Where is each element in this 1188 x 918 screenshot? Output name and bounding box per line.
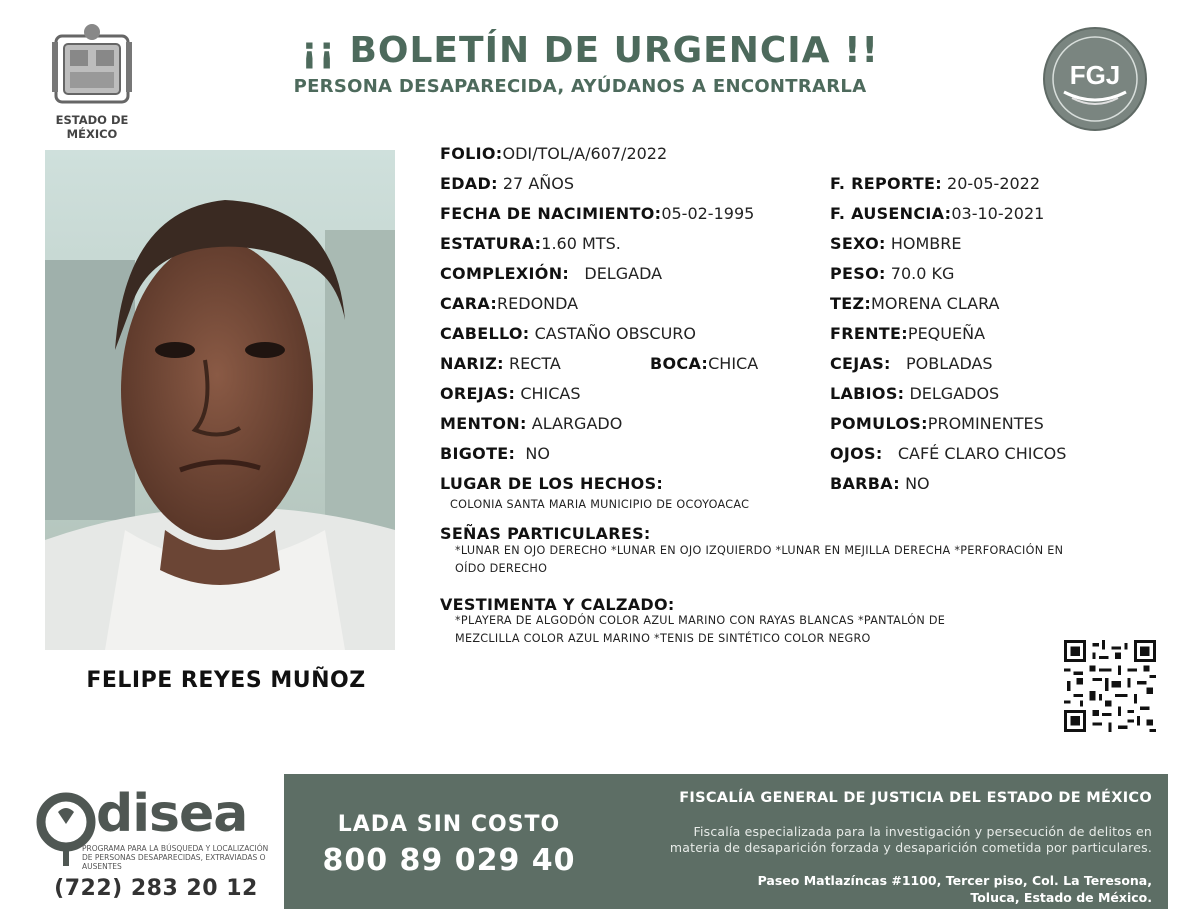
barba-label: BARBA: [830, 474, 900, 493]
cejas-field [830, 354, 993, 373]
labios-label: LABIOS: [830, 384, 905, 403]
lada-sin-costo-label: LADA SIN COSTO [337, 812, 561, 837]
tez-label: TEZ: [830, 294, 872, 313]
estatura-field [440, 234, 621, 253]
nariz-label: NARIZ: [440, 354, 504, 373]
nacimiento-label: FECHA DE NACIMIENTO: [440, 204, 662, 223]
frente-label: FRENTE: [830, 324, 908, 343]
lugar-label: LUGAR DE LOS HECHOS: [440, 474, 664, 493]
bigote-field [440, 444, 550, 463]
orejas-label: OREJAS: [440, 384, 516, 403]
estatura-value: 1.60 MTS. [541, 234, 621, 253]
cejas-value: POBLADAS [906, 354, 993, 373]
odisea-logo-text: disea [96, 784, 248, 844]
senas-heading [440, 524, 651, 543]
lugar-field [440, 474, 663, 493]
sexo-label: SEXO: [830, 234, 886, 253]
agency-address [604, 872, 1152, 906]
boca-field [650, 354, 758, 373]
nariz-value: RECTA [508, 354, 561, 373]
boca-value: CHICA [708, 354, 759, 373]
odisea-tagline: PROGRAMA PARA LA BÚSQUEDA Y LOCALIZACIÓN DE PERSONAS DESAPARECIDAS, EXTRAVIADAS O AUSENTES [82, 844, 269, 871]
nacimiento-field [440, 204, 754, 223]
missing-person-photo [45, 150, 395, 650]
estado-de-mexico-coat-of-arms-icon [52, 22, 132, 108]
sexo-value: HOMBRE [890, 234, 962, 253]
pomulos-field [830, 414, 1044, 433]
complexion-label: COMPLEXIÓN: [440, 264, 570, 283]
vestimenta-line-1: *PLAYERA DE ALGODÓN COLOR AZUL MARINO CON RAYAS BLANCAS *PANTALÓN DE [455, 614, 946, 627]
cara-field [440, 294, 578, 313]
barba-value: NO [905, 474, 930, 493]
page-subtitle: PERSONA DESAPARECIDA, AYÚDANOS A ENCONTRARLA [293, 76, 867, 97]
fgj-seal-text: FGJ [1069, 60, 1121, 90]
boca-label: BOCA: [650, 354, 709, 373]
nacimiento-value: 05-02-1995 [661, 204, 755, 223]
menton-field [440, 414, 622, 433]
edad-label: EDAD: [440, 174, 498, 193]
cabello-field [440, 324, 696, 343]
bigote-value: NO [525, 444, 550, 463]
lada-phone-number[interactable]: 800 89 029 40 [322, 843, 576, 878]
f-reporte-label: F. REPORTE: [830, 174, 942, 193]
orejas-field [440, 384, 581, 403]
estado-de-mexico-label: ESTADO DE MÉXICO [55, 113, 129, 141]
peso-label: PESO: [830, 264, 886, 283]
menton-value: ALARGADO [531, 414, 623, 433]
lugar-value: COLONIA SANTA MARIA MUNICIPIO DE OCOYOACAC [450, 498, 750, 511]
sexo-field [830, 234, 961, 253]
senas-label: SEÑAS PARTICULARES: [440, 524, 651, 543]
frente-value: PEQUEÑA [907, 324, 986, 343]
odisea-logo [36, 784, 272, 872]
agency-address-line-2: Toluca, Estado de México. [970, 890, 1152, 905]
ojos-field [830, 444, 1066, 463]
folio-value: ODI/TOL/A/607/2022 [502, 144, 668, 163]
folio-label: FOLIO: [440, 144, 503, 163]
peso-value: 70.0 KG [890, 264, 955, 283]
page-title: ¡¡ BOLETÍN DE URGENCIA !! [301, 30, 879, 71]
cejas-label: CEJAS: [830, 354, 891, 373]
folio-field [440, 144, 667, 163]
vestimenta-line-2: MEZCLILLA COLOR AZUL MARINO *TENIS DE SINTÉTICO COLOR NEGRO [455, 632, 871, 645]
frente-field [830, 324, 985, 343]
tez-field [830, 294, 999, 313]
senas-line-2: OÍDO DERECHO [455, 562, 548, 575]
pomulos-label: POMULOS: [830, 414, 928, 433]
cabello-value: CASTAÑO OBSCURO [534, 324, 697, 343]
senas-line-1: *LUNAR EN OJO DERECHO *LUNAR EN OJO IZQUIERDO *LUNAR EN MEJILLA DERECHA *PERFORACIÓN EN [455, 544, 1064, 557]
estatura-label: ESTATURA: [440, 234, 542, 253]
edad-value: 27 AÑOS [502, 174, 574, 193]
ojos-value: CAFÉ CLARO CHICOS [897, 444, 1067, 463]
labios-value: DELGADOS [909, 384, 1000, 403]
pomulos-value: PROMINENTES [927, 414, 1044, 433]
complexion-field [440, 264, 662, 283]
ojos-label: OJOS: [830, 444, 883, 463]
f-reporte-field [830, 174, 1040, 193]
complexion-value: DELGADA [584, 264, 663, 283]
vestimenta-heading [440, 595, 675, 614]
tez-value: MORENA CLARA [871, 294, 1000, 313]
barba-field [830, 474, 930, 493]
menton-label: MENTON: [440, 414, 527, 433]
f-ausencia-value: 03-10-2021 [951, 204, 1045, 223]
cabello-label: CABELLO: [440, 324, 530, 343]
person-name: FELIPE REYES MUÑOZ [86, 668, 366, 693]
fgj-seal-icon [1042, 26, 1148, 132]
peso-field [830, 264, 954, 283]
agency-name: FISCALÍA GENERAL DE JUSTICIA DEL ESTADO DE MÉXICO [679, 790, 1152, 806]
edad-field [440, 174, 574, 193]
labios-field [830, 384, 999, 403]
agency-description [604, 824, 1152, 856]
f-ausencia-field [830, 204, 1044, 223]
orejas-value: CHICAS [520, 384, 581, 403]
agency-description-line-2: materia de desaparición forzada y desaparición cometida por particulares. [669, 840, 1152, 855]
qr-code-icon[interactable] [1064, 640, 1156, 732]
f-reporte-value: 20-05-2022 [947, 174, 1041, 193]
agency-address-line-1: Paseo Matlazíncas #1100, Tercer piso, Col. La Teresona, [757, 873, 1152, 888]
odisea-phone[interactable]: (722) 283 20 12 [54, 876, 258, 901]
bigote-label: BIGOTE: [440, 444, 516, 463]
vestimenta-label: VESTIMENTA Y CALZADO: [440, 595, 675, 614]
agency-description-line-1: Fiscalía especializada para la investigación y persecución de delitos en [693, 824, 1152, 839]
cara-value: REDONDA [497, 294, 579, 313]
cara-label: CARA: [440, 294, 498, 313]
f-ausencia-label: F. AUSENCIA: [830, 204, 952, 223]
nariz-field [440, 354, 561, 373]
